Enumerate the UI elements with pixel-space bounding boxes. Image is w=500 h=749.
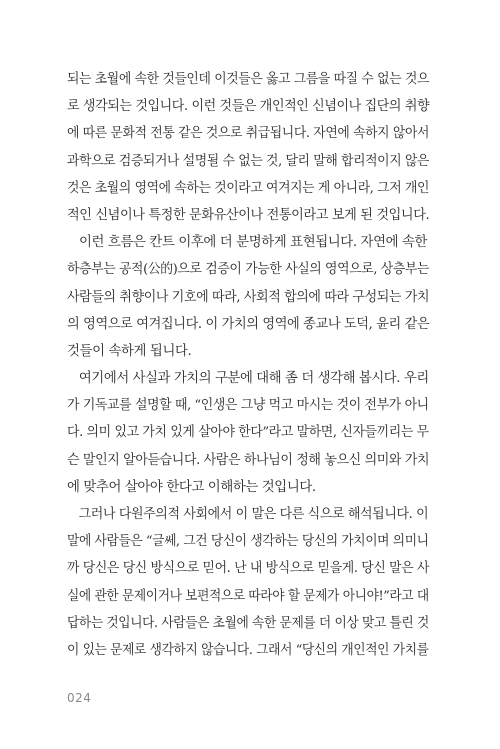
text-line: 이런 흐름은 칸트 이후에 더 분명하게 표현됩니다. 자연에 속한 xyxy=(79,235,428,251)
text-line: 이 있는 문제로 생각하지 않습니다. 그래서 “당신의 개인적인 가치를 xyxy=(67,642,429,658)
text-line: 답하는 것입니다. 사람들은 초월에 속한 문제를 더 이상 맞고 틀린 것 xyxy=(67,615,429,631)
text-line: 여기에서 사실과 가치의 구분에 대해 좀 더 생각해 봅시다. 우리 xyxy=(78,371,429,387)
text-line: 에 맞추어 살아야 한다고 이해하는 것입니다. xyxy=(67,479,316,495)
text-line: 말에 사람들은 “글쎄, 그건 당신이 생각하는 당신의 가치이며 의미니 xyxy=(67,534,429,550)
text-line: 것들이 속하게 됩니다. xyxy=(67,343,192,359)
body-text xyxy=(67,66,429,664)
text-line: 과학으로 검증되거나 설명될 수 없는 것, 달리 말해 합리적이지 않은 xyxy=(67,153,430,169)
text-line: 에 따른 문화적 전통 같은 것으로 취급됩니다. 자연에 속하지 않아서 xyxy=(67,126,430,142)
text-line: 로 생각되는 것입니다. 이런 것들은 개인적인 신념이나 집단의 취향 xyxy=(67,99,430,115)
text-line: 슨 말인지 알아듣습니다. 사람은 하나님이 정해 놓으신 의미와 가치 xyxy=(67,452,430,468)
text-line: 그러나 다원주의적 사회에서 이 말은 다른 식으로 해석됩니다. 이 xyxy=(78,507,429,522)
text-line: 되는 초월에 속한 것들인데 이것들은 옳고 그름을 따질 수 없는 것으 xyxy=(67,72,430,87)
text-line: 가 기독교를 설명할 때, “인생은 그냥 먹고 마시는 것이 전부가 아니 xyxy=(67,398,429,414)
text-line: 실에 관한 문제이거나 보편적으로 따라야 할 문제가 아니야!”라고 대 xyxy=(67,588,429,604)
text-line: 까 당신은 당신 방식으로 믿어. 난 내 방식으로 믿을게. 당신 말은 사 xyxy=(67,561,430,577)
text-line: 사람들의 취향이나 기호에 따라, 사회적 합의에 따라 구성되는 가치 xyxy=(67,289,430,305)
text-line: 의 영역으로 여겨집니다. 이 가치의 영역에 종교나 도덕, 윤리 같은 xyxy=(67,316,430,332)
text-line: 것은 초월의 영역에 속하는 것이라고 여겨지는 게 아니라, 그저 개인 xyxy=(67,180,430,196)
text-line: 적인 신념이나 특정한 문화유산이나 전통이라고 보게 된 것입니다. xyxy=(67,207,430,223)
page-number: 024 xyxy=(67,691,92,705)
text-line: 다. 의미 있고 가치 있게 살아야 한다”라고 말하면, 신자들끼리는 무 xyxy=(67,425,429,441)
text-line: 하층부는 공적(公的)으로 검증이 가능한 사실의 영역으로, 상층부는 xyxy=(67,262,430,278)
